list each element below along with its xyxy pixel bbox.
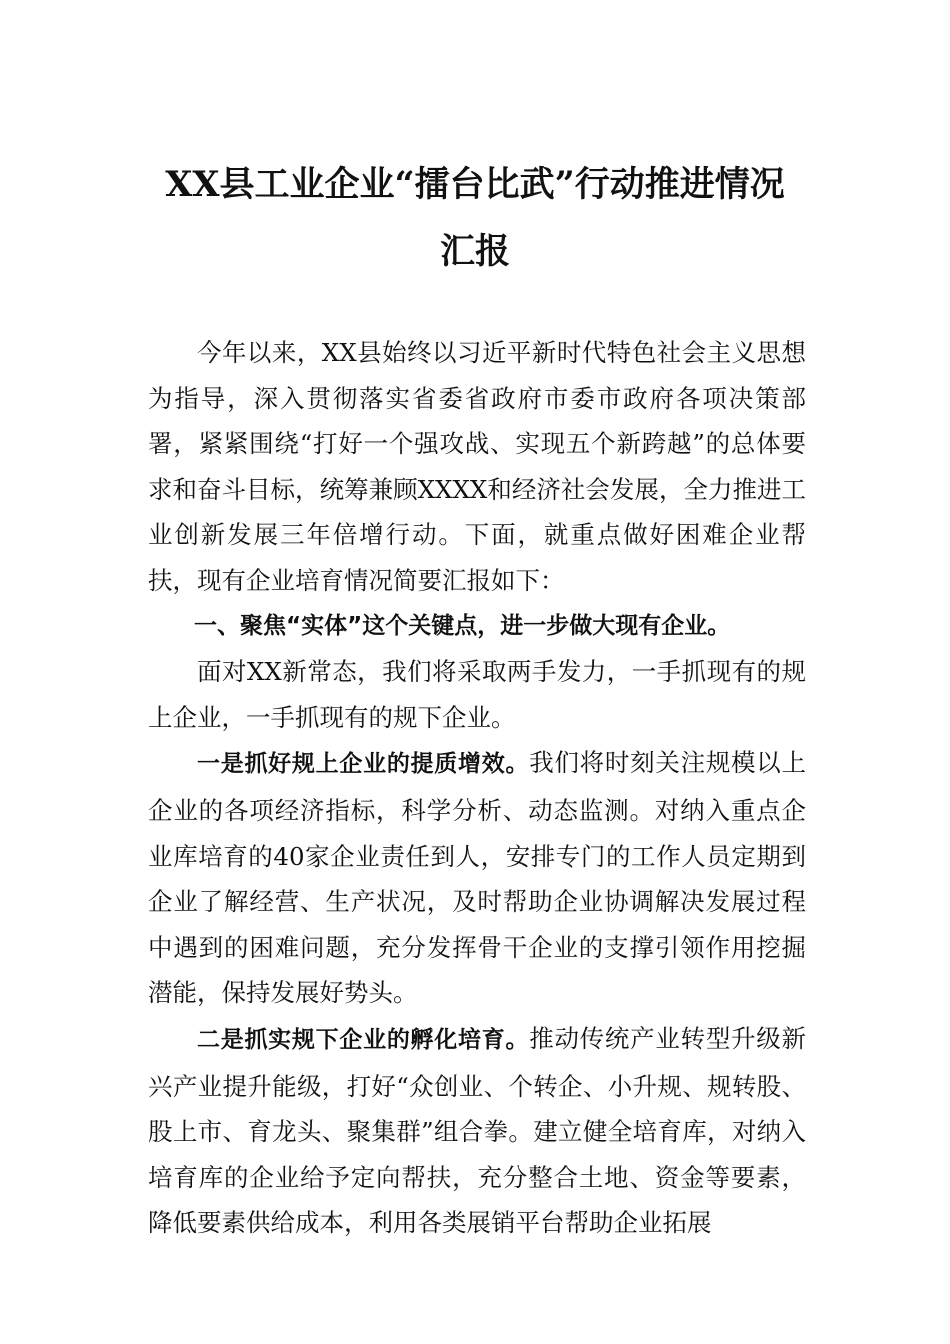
section-1-paragraph: 面对XX新常态，我们将采取两手发力，一手抓现有的规上企业，一手抓现有的规下企业。 xyxy=(148,657,806,732)
point-1-paragraph xyxy=(148,740,806,1016)
document-body xyxy=(148,330,806,1246)
point-2-body: 推动传统产业转型升级新兴产业提升能级，打好“众创业、个转企、小升规、规转股、股上市、育龙头、聚集群”组合拳。建立健全培育库，对纳入培育库的企业给予定向帮扶，充分整合土地、资金等要素，降低要素供给成本，利用各类展销平台帮助企业拓展 xyxy=(148,1023,807,1238)
point-2-paragraph xyxy=(148,1016,806,1246)
document-title-continued: 汇报 xyxy=(439,231,510,272)
point-2-lead: 二是抓实规下企业的孵化培育。 xyxy=(197,1026,530,1053)
point-1-lead: 一是抓好规上企业的提质增效。 xyxy=(197,751,530,778)
section-heading-1: 一、聚焦“实体”这个关键点，进一步做大现有企业。 xyxy=(194,612,731,639)
document-title: XX县工业企业“擂台比武”行动推进情况 xyxy=(165,164,785,205)
intro-paragraph: 今年以来，XX县始终以习近平新时代特色社会主义思想为指导，深入贯彻落实省委省政府市委市政府各项决策部署，紧紧围绕“打好一个强攻战、实现五个新跨越”的总体要求和奋斗目标，统筹兼顾XXXX和经济社会发展，全力推进工业创新发展三年倍增行动。下面，就重点做好困难企业帮扶，现有企业培育情况简要汇报如下： xyxy=(148,338,806,595)
point-1-body: 我们将时刻关注规模以上企业的各项经济指标，科学分析、动态监测。对纳入重点企业库培育的40家企业责任到人，安排专门的工作人员定期到企业了解经营、生产状况，及时帮助企业协调解决发展过程中遇到的困难问题，充分发挥骨干企业的支撑引领作用挖掘潜能，保持发展好势头。 xyxy=(148,748,807,1008)
